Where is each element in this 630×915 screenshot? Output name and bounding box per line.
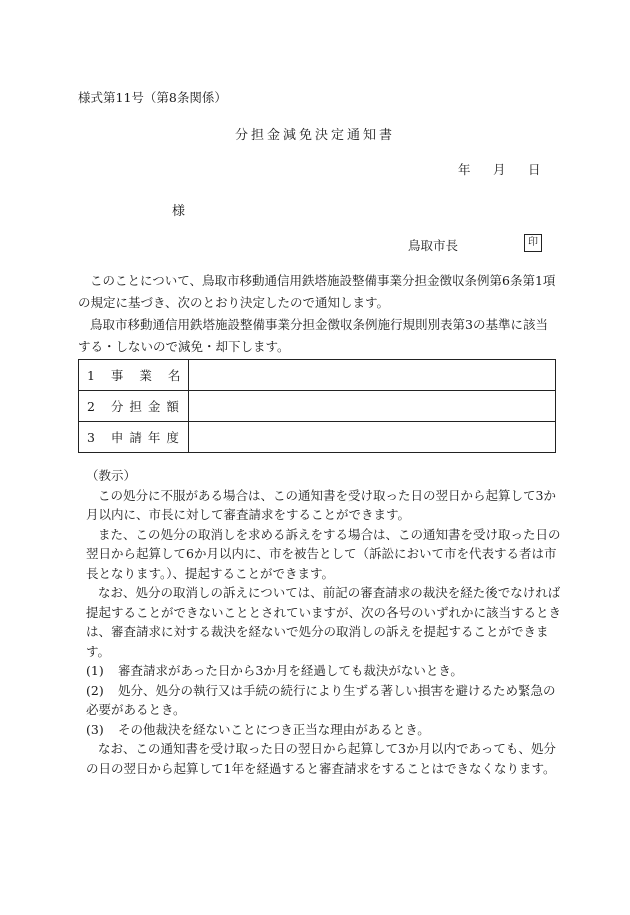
addressee-honorific: 様 — [172, 204, 186, 219]
body-paragraph-2-text: 鳥取市移動通信用鉄塔施設整備事業分担金徴収条例施行規則別表第3の基準に該当する・しないので減免・却下します。 — [78, 317, 548, 354]
body-paragraph-2 — [78, 314, 558, 358]
date-year-label: 年 — [458, 162, 471, 177]
row-label-year: 3 申請年度 — [79, 422, 189, 453]
notice-paragraph-2: また、この処分の取消しを求める訴えをする場合は、この通知書を受け取った日の翌日から起算して6か月以内に、市を被告として（訴訟において市を代表する者は市長となります。）、提起することができます。 — [86, 526, 561, 581]
item-number: (2) — [86, 682, 104, 698]
item-text: 審査請求があった日から3か月を経過しても裁決がないとき。 — [118, 663, 463, 678]
table-row — [79, 422, 556, 453]
item-text: その他裁決を経ないことにつき正当な理由があるとき。 — [118, 721, 430, 737]
notice-paragraph-4: なお、この通知書を受け取った日の翌日から起算して3か月以内であっても、処分の日の翌日から起算して1年を経過すると審査請求をすることはできなくなります。 — [86, 741, 556, 776]
form-number: 様式第11号（第8条関係） — [78, 90, 227, 105]
body-paragraph-1-text: このことについて、鳥取市移動通信用鉄塔施設整備事業分担金徴収条例第6条第1項の規定に基づき、次のとおり決定したので通知します。 — [78, 273, 556, 310]
notice-item-3 — [86, 720, 564, 740]
sender-name: 鳥取市長 — [408, 238, 459, 253]
item-number: (3) — [86, 721, 104, 737]
table-row — [79, 360, 556, 391]
row-value-amount — [189, 391, 556, 422]
details-table — [78, 359, 556, 453]
row-value-year — [189, 422, 556, 453]
notice-paragraph-1: この処分に不服がある場合は、この通知書を受け取った日の翌日から起算して3か月以内に、市長に対して審査請求をすることができます。 — [86, 487, 556, 522]
notice-item-2 — [86, 681, 564, 720]
notice-heading: （教示） — [86, 468, 137, 483]
row-label-project-name: 1 事 業 名 — [79, 360, 189, 391]
seal-mark: 印 — [524, 234, 542, 252]
item-number: (1) — [86, 663, 104, 678]
notice-paragraph-3: なお、処分の取消しの訴えについては、前記の審査請求の裁決を経た後でなければ提起することができないこととされていますが、次の各号のいずれかに該当するときは、審査請求に対する裁決を経ないで処分の取消しの訴えを提起することができます。 — [86, 585, 562, 659]
body-paragraph-1 — [78, 270, 558, 314]
document-title: 分担金減免決定通知書 — [234, 128, 395, 143]
row-value-project-name — [189, 360, 556, 391]
table-row — [79, 391, 556, 422]
date-day-label: 日 — [528, 162, 541, 177]
row-label-amount: 2 分担金額 — [79, 391, 189, 422]
notice-item-1 — [86, 661, 564, 681]
item-text: 処分、処分の執行又は手続の続行により生ずる著しい損害を避けるため緊急の必要があるとき。 — [86, 682, 556, 717]
appeal-notice — [86, 466, 564, 778]
date-month-label: 月 — [493, 162, 506, 177]
